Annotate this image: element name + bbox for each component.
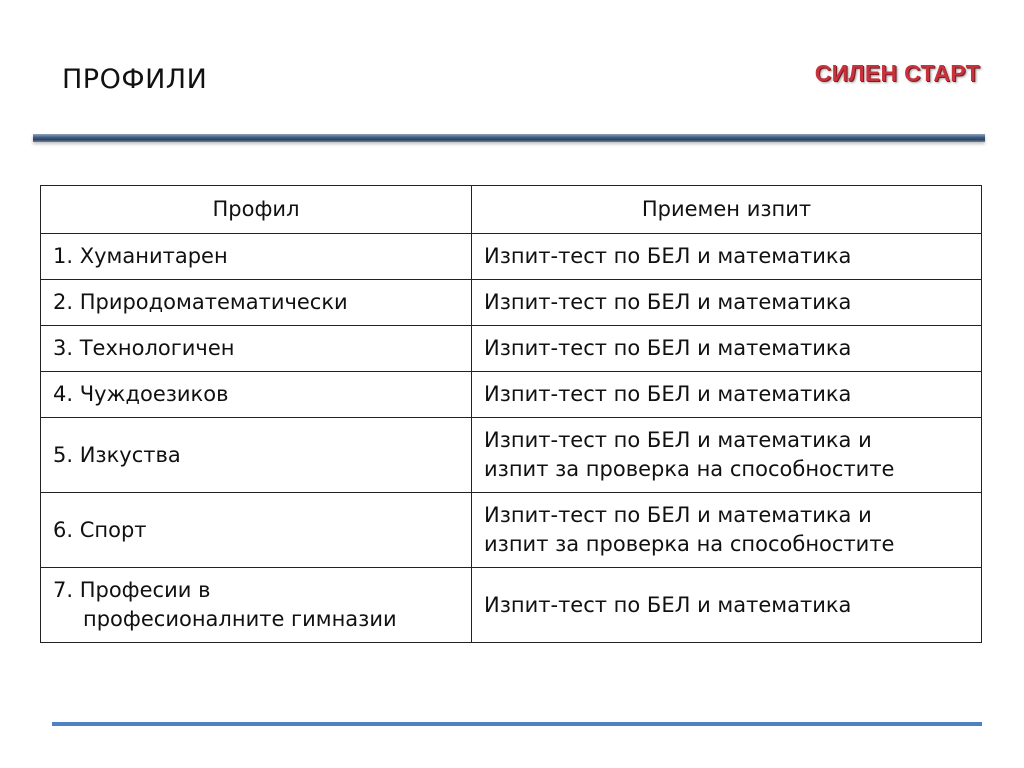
- silen-start-logo: СИЛЕН СТАРТ: [814, 60, 980, 86]
- table-row: [41, 493, 982, 568]
- profile-cell: 4. Чуждоезиков: [41, 372, 472, 418]
- table-row: [41, 234, 982, 280]
- exam-cell: [472, 372, 982, 418]
- profile-cell: 5. Изкуства: [41, 418, 472, 493]
- slide-title: ПРОФИЛИ: [62, 64, 208, 95]
- exam-line: изпит за проверка на способностите: [484, 532, 895, 556]
- exam-cell: [472, 326, 982, 372]
- exam-line: Изпит-тест по БЕЛ и математика: [484, 290, 852, 314]
- exam-cell: [472, 418, 982, 493]
- table-header-row: [41, 186, 982, 234]
- exam-line: Изпит-тест по БЕЛ и математика: [484, 336, 852, 360]
- profile-cell: [41, 568, 472, 643]
- exam-cell: [472, 568, 982, 643]
- table-row: [41, 372, 982, 418]
- table-row: [41, 326, 982, 372]
- exam-line: Изпит-тест по БЕЛ и математика: [484, 244, 852, 268]
- exam-cell: [472, 280, 982, 326]
- profile-cell: 2. Природоматематически: [41, 280, 472, 326]
- table-row: [41, 568, 982, 643]
- exam-line: Изпит-тест по БЕЛ и математика: [484, 592, 852, 617]
- profile-cell: 3. Технологичен: [41, 326, 472, 372]
- profile-cell: 6. Спорт: [41, 493, 472, 568]
- table-row: [41, 418, 982, 493]
- top-divider: [33, 134, 985, 142]
- exam-line: Изпит-тест по БЕЛ и математика и: [484, 428, 872, 452]
- exam-line: Изпит-тест по БЕЛ и математика и: [484, 503, 872, 527]
- header-profile: Профил: [41, 186, 472, 234]
- header-entrance-exam: Приемен изпит: [472, 186, 982, 234]
- exam-line: изпит за проверка на способностите: [484, 457, 895, 481]
- exam-cell: [472, 234, 982, 280]
- profile-line: 7. Професии в: [53, 578, 211, 602]
- bottom-divider: [52, 722, 982, 726]
- profile-cell: 1. Хуманитарен: [41, 234, 472, 280]
- exam-cell: [472, 493, 982, 568]
- profile-line-continued: професионалните гимназии: [83, 607, 397, 631]
- table-row: [41, 280, 982, 326]
- exam-line: Изпит-тест по БЕЛ и математика: [484, 382, 852, 406]
- profiles-table: [40, 185, 982, 643]
